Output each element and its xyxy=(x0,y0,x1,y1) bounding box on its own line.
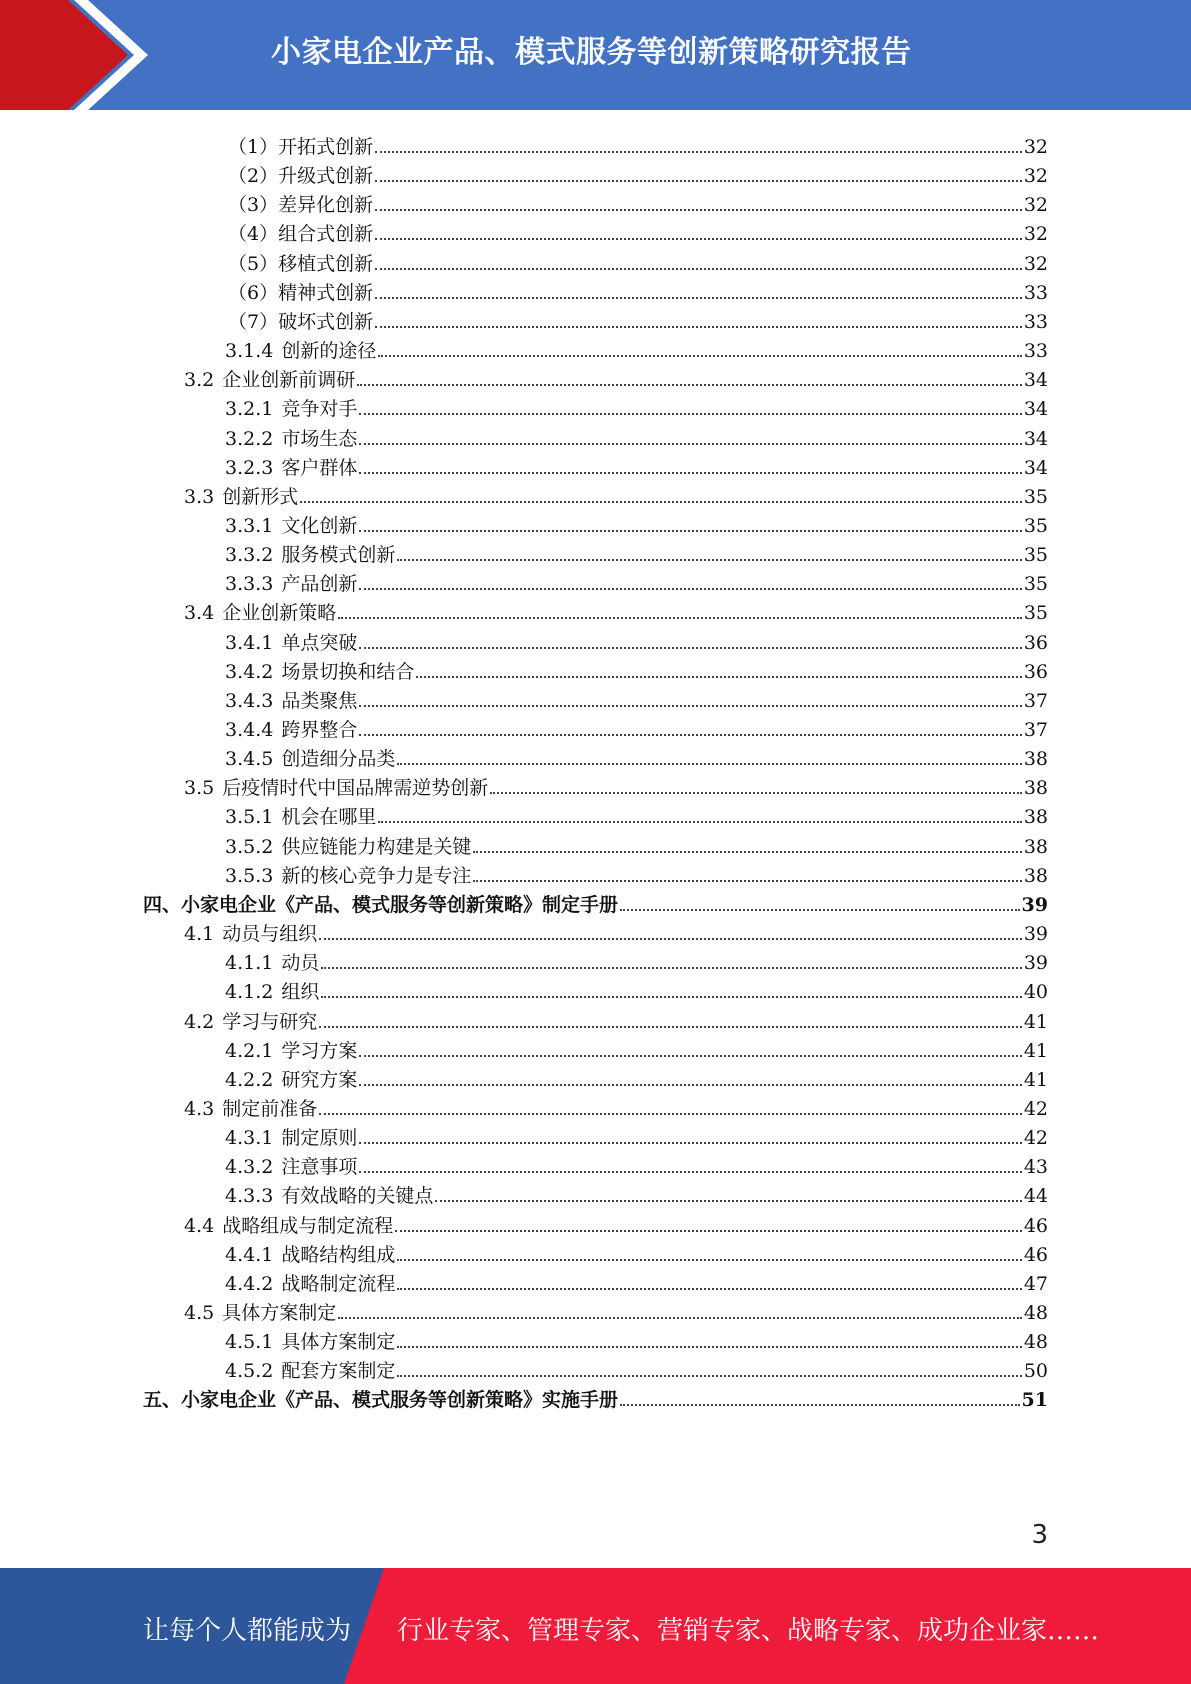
toc-dot-leader xyxy=(338,617,1022,619)
toc-entry-number: 4.2.2 xyxy=(225,1068,274,1091)
toc-entry-number: 3.2.1 xyxy=(225,398,274,421)
toc-dot-leader xyxy=(395,1230,1022,1232)
toc-dot-leader xyxy=(321,967,1021,969)
toc-dot-leader xyxy=(359,588,1021,590)
toc-entry-title: 企业创新策略 xyxy=(222,602,337,625)
toc-dot-leader xyxy=(338,1317,1022,1319)
toc-entry-title: 小家电企业《产品、模式服务等创新策略》制定手册 xyxy=(181,893,619,916)
toc-entry-page: 39 xyxy=(1023,923,1048,946)
toc-entry-title: 创造细分品类 xyxy=(281,748,396,771)
toc-entry[interactable] xyxy=(225,828,1048,859)
toc-entry[interactable] xyxy=(225,857,1048,888)
toc-entry-title: 差异化创新 xyxy=(278,194,374,217)
toc-entry-page: 37 xyxy=(1023,719,1048,741)
toc-entry-number: 4.5.2 xyxy=(225,1360,274,1383)
toc-dot-leader xyxy=(473,851,1021,853)
toc-entry-title: 战略组成与制定流程 xyxy=(222,1214,394,1237)
toc-entry-number: 3.2.2 xyxy=(225,427,274,450)
toc-entry-page: 41 xyxy=(1023,1039,1048,1062)
toc-dot-leader xyxy=(473,880,1021,882)
toc-dot-leader xyxy=(416,676,1021,678)
toc-entry-title: 服务模式创新 xyxy=(281,544,396,567)
toc-entry-number: 4.1 xyxy=(184,923,215,946)
toc-entry-page: 37 xyxy=(1023,689,1048,712)
toc-entry-number: （6） xyxy=(228,281,279,304)
toc-entry-number: 3.4.3 xyxy=(225,689,274,712)
toc-dot-leader xyxy=(375,151,1022,153)
toc-entry-page: 36 xyxy=(1023,631,1048,654)
toc-entry-number: 3.3.1 xyxy=(225,514,274,537)
toc-entry-title: 品类聚焦 xyxy=(281,689,358,712)
toc-dot-leader xyxy=(359,705,1021,707)
toc-entry-number: 4.3 xyxy=(184,1097,215,1120)
toc-entry-page: 47 xyxy=(1023,1272,1048,1295)
toc-entry-page: 35 xyxy=(1023,544,1048,567)
toc-entry[interactable] xyxy=(228,215,1048,246)
toc-entry-title: 产品创新 xyxy=(281,573,358,596)
toc-entry[interactable] xyxy=(228,303,1048,334)
toc-entry[interactable] xyxy=(225,973,1048,1004)
toc-entry-number: 五、 xyxy=(143,1389,182,1412)
toc-entry[interactable] xyxy=(225,944,1048,975)
toc-dot-leader xyxy=(378,821,1021,823)
toc-dot-leader xyxy=(397,1346,1021,1348)
toc-entry[interactable] xyxy=(184,1207,1048,1238)
toc-dot-leader xyxy=(375,209,1022,211)
toc-entry-page: 46 xyxy=(1023,1214,1048,1237)
toc-dot-leader xyxy=(397,1375,1021,1377)
toc-entry-number: （1） xyxy=(228,136,279,158)
toc-entry-page: 38 xyxy=(1023,835,1048,858)
toc-dot-leader xyxy=(375,268,1022,270)
toc-entry-number: 4.4.2 xyxy=(225,1272,274,1295)
toc-entry[interactable] xyxy=(225,740,1048,771)
toc-entry[interactable] xyxy=(225,1323,1048,1354)
toc-entry-title: 学习方案 xyxy=(281,1039,358,1062)
toc-entry[interactable] xyxy=(228,128,1048,159)
toc-entry-page: 39 xyxy=(1023,952,1048,975)
toc-entry[interactable] xyxy=(225,536,1048,567)
toc-entry-page: 43 xyxy=(1023,1156,1048,1179)
toc-entry[interactable] xyxy=(228,245,1048,276)
toc-entry-number: 3.4.4 xyxy=(225,719,274,741)
toc-entry[interactable] xyxy=(225,653,1048,684)
toc-entry-number: 3.1.4 xyxy=(225,340,274,363)
toc-entry[interactable] xyxy=(225,1352,1048,1383)
toc-dot-leader xyxy=(359,530,1021,532)
toc-dot-leader xyxy=(359,1171,1021,1173)
toc-entry-title: 创新形式 xyxy=(222,485,299,508)
toc-entry-page: 48 xyxy=(1023,1331,1048,1354)
toc-entry-title: 制定前准备 xyxy=(222,1097,318,1120)
toc-entry-page: 41 xyxy=(1023,1010,1048,1033)
toc-entry-title: 具体方案制定 xyxy=(281,1331,396,1354)
toc-entry-page: 32 xyxy=(1023,136,1048,158)
toc-entry-title: 文化创新 xyxy=(281,514,358,537)
toc-entry-title: 注意事项 xyxy=(281,1156,358,1179)
toc-dot-leader xyxy=(397,559,1021,561)
toc-entry-page: 32 xyxy=(1023,223,1048,246)
page-footer xyxy=(0,1568,1191,1684)
toc-entry-page: 35 xyxy=(1023,602,1048,625)
toc-entry[interactable] xyxy=(225,420,1048,451)
toc-entry[interactable] xyxy=(225,1265,1048,1296)
toc-entry[interactable] xyxy=(225,711,1048,742)
toc-entry-title: 机会在哪里 xyxy=(281,806,377,829)
toc-entry[interactable] xyxy=(184,478,1048,509)
toc-entry-number: 3.5.3 xyxy=(225,864,274,887)
toc-entry-page: 51 xyxy=(1021,1389,1048,1412)
toc-entry-number: 3.4 xyxy=(184,602,215,625)
toc-entry-number: 4.3.3 xyxy=(225,1185,274,1208)
toc-entry-number: 3.5 xyxy=(184,777,215,800)
toc-entry[interactable] xyxy=(225,1061,1048,1092)
toc-entry-number: （2） xyxy=(228,165,279,188)
toc-entry[interactable] xyxy=(225,507,1048,538)
toc-dot-leader xyxy=(359,647,1021,649)
toc-dot-leader xyxy=(490,792,1022,794)
toc-entry-title: 竞争对手 xyxy=(281,398,358,421)
toc-entry-title: 战略制定流程 xyxy=(281,1272,396,1295)
toc-entry-number: 3.2 xyxy=(184,369,215,392)
toc-entry-title: 移植式创新 xyxy=(278,252,374,275)
toc-dot-leader xyxy=(359,734,1021,736)
toc-dot-leader xyxy=(359,1142,1021,1144)
footer-slogan-right: 行业专家、管理专家、营销专家、战略专家、成功企业家…… xyxy=(397,1616,1100,1646)
toc-entry[interactable] xyxy=(184,1294,1048,1325)
toc-entry-title: 客户群体 xyxy=(281,456,358,479)
toc-dot-leader xyxy=(397,1288,1021,1290)
toc-entry-title: 配套方案制定 xyxy=(281,1360,396,1383)
toc-entry-title: 精神式创新 xyxy=(278,281,374,304)
toc-entry-number: 3.3.3 xyxy=(225,573,274,596)
toc-entry-page: 32 xyxy=(1023,194,1048,217)
toc-entry-number: 4.2 xyxy=(184,1010,215,1033)
toc-entry-page: 34 xyxy=(1023,427,1048,450)
toc-entry[interactable] xyxy=(225,1177,1048,1208)
page-number: 3 xyxy=(1031,1520,1048,1550)
toc-dot-leader xyxy=(359,443,1021,445)
toc-dot-leader xyxy=(397,763,1021,765)
toc-entry-page: 42 xyxy=(1023,1127,1048,1150)
toc-entry[interactable] xyxy=(184,361,1048,392)
toc-entry-page: 39 xyxy=(1021,893,1048,916)
toc-entry-page: 46 xyxy=(1023,1243,1048,1266)
toc-entry-title: 动员与组织 xyxy=(222,923,318,946)
toc-entry[interactable] xyxy=(225,1119,1048,1150)
toc-entry-number: （5） xyxy=(228,252,279,275)
toc-entry-number: 3.5.1 xyxy=(225,806,274,829)
toc-entry-title: 破坏式创新 xyxy=(278,310,374,333)
toc-entry-title: 场景切换和结合 xyxy=(281,660,415,683)
toc-entry-title: 有效战略的关键点 xyxy=(281,1185,434,1208)
toc-entry-title: 开拓式创新 xyxy=(278,136,374,158)
toc-entry-number: 4.3.2 xyxy=(225,1156,274,1179)
toc-entry[interactable] xyxy=(225,565,1048,596)
toc-entry[interactable] xyxy=(184,769,1048,800)
toc-entry-number: 3.2.3 xyxy=(225,456,274,479)
toc-dot-leader xyxy=(375,180,1022,182)
toc-dot-leader xyxy=(300,501,1022,503)
toc-entry-number: 四、 xyxy=(143,893,182,916)
toc-entry-title: 学习与研究 xyxy=(222,1010,318,1033)
toc-entry-number: （3） xyxy=(228,194,279,217)
toc-entry-title: 市场生态 xyxy=(281,427,358,450)
toc-entry[interactable] xyxy=(184,594,1048,625)
toc-entry-page: 38 xyxy=(1023,806,1048,829)
toc-entry-title: 具体方案制定 xyxy=(222,1302,337,1324)
toc-entry[interactable] xyxy=(228,157,1048,188)
toc-dot-leader xyxy=(375,326,1022,328)
toc-dot-leader xyxy=(435,1200,1021,1202)
toc-entry-number: 3.4.5 xyxy=(225,748,274,771)
toc-dot-leader xyxy=(620,909,1020,911)
toc-entry-number: 4.4 xyxy=(184,1214,215,1237)
toc-entry-page: 41 xyxy=(1023,1068,1048,1091)
toc-entry-number: 4.1.2 xyxy=(225,981,274,1004)
toc-entry-title: 供应链能力构建是关键 xyxy=(281,835,472,858)
toc-entry-page: 34 xyxy=(1023,369,1048,392)
toc-entry[interactable] xyxy=(225,1148,1048,1179)
toc-entry-number: 4.2.1 xyxy=(225,1039,274,1062)
toc-entry[interactable] xyxy=(225,624,1048,655)
toc-entry-page: 34 xyxy=(1023,398,1048,421)
toc-entry[interactable] xyxy=(225,1236,1048,1267)
toc-entry-page: 33 xyxy=(1023,340,1048,363)
toc-entry-page: 35 xyxy=(1023,573,1048,596)
footer-slogan-left: 让每个人都能成为 xyxy=(143,1616,352,1646)
toc-entry-title: 企业创新前调研 xyxy=(222,369,356,392)
toc-entry[interactable] xyxy=(225,332,1048,363)
toc-entry-page: 35 xyxy=(1023,514,1048,537)
toc-entry-number: 4.5 xyxy=(184,1302,215,1324)
toc-entry-page: 32 xyxy=(1023,252,1048,275)
header-arrow-decoration xyxy=(0,0,160,110)
toc-entry-number: 3.3 xyxy=(184,485,215,508)
toc-entry-number: 3.4.1 xyxy=(225,631,274,654)
toc-entry-number: 3.4.2 xyxy=(225,660,274,683)
toc-entry-number: 4.4.1 xyxy=(225,1243,274,1266)
toc-entry-title: 动员 xyxy=(281,952,320,975)
toc-entry-page: 33 xyxy=(1023,310,1048,333)
toc-entry-title: 创新的途径 xyxy=(281,340,377,363)
toc-dot-leader xyxy=(620,1404,1020,1406)
toc-entry-page: 35 xyxy=(1023,485,1048,508)
toc-dot-leader xyxy=(359,1055,1021,1057)
toc-entry-page: 38 xyxy=(1023,864,1048,887)
toc-dot-leader xyxy=(359,413,1021,415)
toc-entry-number: （7） xyxy=(228,310,279,333)
toc-entry[interactable] xyxy=(225,682,1048,713)
toc-entry[interactable] xyxy=(184,1090,1048,1121)
toc-entry[interactable] xyxy=(225,798,1048,829)
toc-dot-leader xyxy=(378,355,1021,357)
toc-entry[interactable] xyxy=(225,390,1048,421)
toc-dot-leader xyxy=(319,938,1022,940)
toc-dot-leader xyxy=(359,472,1021,474)
toc-entry-number: 4.1.1 xyxy=(225,952,274,975)
toc-entry-page: 34 xyxy=(1023,456,1048,479)
toc-entry-page: 32 xyxy=(1023,165,1048,188)
toc-entry[interactable] xyxy=(184,1003,1048,1034)
toc-entry-number: 4.5.1 xyxy=(225,1331,274,1354)
toc-entry[interactable] xyxy=(225,1032,1048,1063)
toc-entry-page: 38 xyxy=(1023,777,1048,800)
toc-entry[interactable] xyxy=(228,186,1048,217)
toc-entry-title: 组合式创新 xyxy=(278,223,374,246)
toc-entry-number: 3.5.2 xyxy=(225,835,274,858)
toc-dot-leader xyxy=(321,996,1021,998)
toc-entry[interactable] xyxy=(143,886,1048,917)
toc-entry-title: 研究方案 xyxy=(281,1068,358,1091)
toc-entry-title: 升级式创新 xyxy=(278,165,374,188)
toc-entry-page: 33 xyxy=(1023,281,1048,304)
toc-entry-page: 50 xyxy=(1023,1360,1048,1383)
toc-dot-leader xyxy=(375,238,1022,240)
toc-entry-page: 44 xyxy=(1023,1185,1048,1208)
toc-entry-title: 小家电企业《产品、模式服务等创新策略》实施手册 xyxy=(181,1389,619,1412)
toc-entry-number: （4） xyxy=(228,223,279,246)
toc-dot-leader xyxy=(357,384,1022,386)
toc-entry-title: 跨界整合 xyxy=(281,719,358,741)
toc-entry-page: 42 xyxy=(1023,1097,1048,1120)
toc-entry-number: 3.3.2 xyxy=(225,544,274,567)
toc-dot-leader xyxy=(319,1026,1022,1028)
toc-entry-title: 组织 xyxy=(281,981,320,1004)
toc-entry[interactable] xyxy=(228,274,1048,305)
toc-entry-page: 40 xyxy=(1023,981,1048,1004)
toc-entry-title: 后疫情时代中国品牌需逆势创新 xyxy=(222,777,489,800)
toc-entry[interactable] xyxy=(225,449,1048,480)
toc-entry-title: 制定原则 xyxy=(281,1127,358,1150)
toc-dot-leader xyxy=(397,1259,1021,1261)
toc-dot-leader xyxy=(319,1113,1022,1115)
toc-dot-leader xyxy=(359,1084,1021,1086)
toc-entry-page: 48 xyxy=(1023,1302,1048,1324)
toc-entry[interactable] xyxy=(184,915,1048,946)
toc-entry-page: 38 xyxy=(1023,748,1048,771)
toc-entry-page: 36 xyxy=(1023,660,1048,683)
toc-entry-title: 战略结构组成 xyxy=(281,1243,396,1266)
header-title: 小家电企业产品、模式服务等创新策略研究报告 xyxy=(271,35,912,70)
toc-entry-number: 4.3.1 xyxy=(225,1127,274,1150)
toc-entry-title: 单点突破 xyxy=(281,631,358,654)
toc-entry-title: 新的核心竞争力是专注 xyxy=(281,864,472,887)
toc-dot-leader xyxy=(375,297,1022,299)
toc-entry[interactable] xyxy=(143,1381,1048,1412)
page-header xyxy=(0,0,1191,110)
